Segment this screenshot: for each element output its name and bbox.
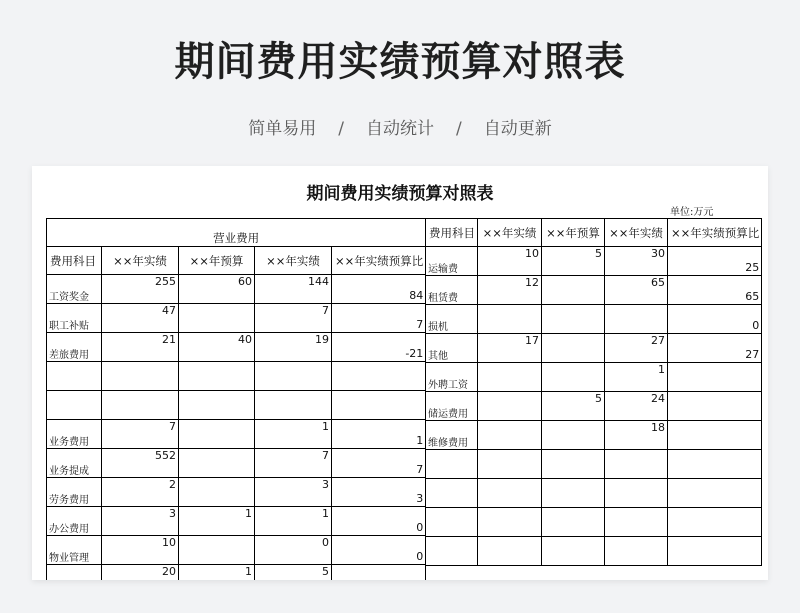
column-header: ××年实绩: [102, 247, 179, 275]
ratio-cell[interactable]: 0: [332, 507, 426, 536]
actual-cell[interactable]: 20: [102, 565, 179, 581]
budget-cell[interactable]: 1: [179, 565, 255, 581]
budget-cell[interactable]: [179, 449, 255, 478]
table-row: [426, 247, 762, 276]
actual-cell[interactable]: [478, 363, 542, 392]
ratio-cell[interactable]: 65: [668, 276, 762, 305]
actual-cell[interactable]: 24: [605, 392, 668, 421]
actual-cell[interactable]: 7: [255, 449, 332, 478]
actual-cell[interactable]: [478, 508, 542, 537]
ratio-cell[interactable]: 7: [332, 304, 426, 333]
expense-name-cell[interactable]: 差旅费用: [47, 333, 102, 362]
expense-name-cell[interactable]: 租赁费: [426, 276, 478, 305]
budget-cell[interactable]: [179, 420, 255, 449]
ratio-cell[interactable]: [668, 508, 762, 537]
table-row: [47, 536, 426, 565]
budget-cell[interactable]: [179, 391, 255, 420]
table-row: [426, 305, 762, 334]
ratio-cell[interactable]: [668, 479, 762, 508]
column-header-row: [47, 247, 426, 275]
actual-cell[interactable]: 21: [102, 333, 179, 362]
ratio-cell[interactable]: [668, 363, 762, 392]
actual-cell[interactable]: 144: [255, 275, 332, 304]
actual-cell[interactable]: [605, 508, 668, 537]
feature-tag: 自动统计: [366, 119, 434, 139]
budget-cell[interactable]: [179, 536, 255, 565]
ratio-cell[interactable]: [668, 537, 762, 566]
actual-cell[interactable]: [605, 479, 668, 508]
group-header-row: [47, 219, 426, 247]
budget-cell[interactable]: 40: [179, 333, 255, 362]
spreadsheet-preview: [32, 166, 768, 580]
sheet-title: 期间费用实绩预算对照表: [306, 184, 494, 204]
table-row: [47, 333, 426, 362]
table-row: [426, 537, 762, 566]
other-expense-table: [425, 218, 762, 566]
budget-cell[interactable]: [542, 479, 605, 508]
table-row: [426, 421, 762, 450]
actual-cell[interactable]: 19: [255, 333, 332, 362]
actual-cell[interactable]: 1: [255, 507, 332, 536]
ratio-cell[interactable]: 84: [332, 275, 426, 304]
ratio-cell[interactable]: 27: [668, 334, 762, 363]
expense-name-cell[interactable]: 运输费: [426, 247, 478, 276]
actual-cell[interactable]: 30: [605, 247, 668, 276]
ratio-cell[interactable]: 7: [332, 449, 426, 478]
actual-cell[interactable]: 2: [102, 478, 179, 507]
column-header: 费用科目: [426, 219, 478, 247]
actual-cell[interactable]: 1: [255, 420, 332, 449]
table-row: [426, 450, 762, 479]
ratio-cell[interactable]: 25: [668, 247, 762, 276]
actual-cell[interactable]: 12: [478, 276, 542, 305]
column-header: ××年预算: [542, 219, 605, 247]
column-header: ××年实绩: [478, 219, 542, 247]
table-row: [426, 479, 762, 508]
budget-cell[interactable]: [179, 304, 255, 333]
expense-name-cell[interactable]: [426, 479, 478, 508]
actual-cell[interactable]: 27: [605, 334, 668, 363]
column-header: 费用科目: [47, 247, 102, 275]
unit-label: 单位:万元: [670, 207, 714, 218]
budget-cell[interactable]: [542, 334, 605, 363]
expense-name-cell[interactable]: 办公费用: [47, 507, 102, 536]
ratio-cell[interactable]: 1: [332, 420, 426, 449]
column-header-row: [426, 219, 762, 247]
ratio-cell[interactable]: 0: [332, 536, 426, 565]
feature-tags: [0, 114, 800, 139]
expense-name-cell[interactable]: 储运费用: [426, 392, 478, 421]
budget-cell[interactable]: 60: [179, 275, 255, 304]
column-header: ××年实绩预算比: [332, 247, 426, 275]
table-row: [47, 275, 426, 304]
actual-cell[interactable]: [102, 391, 179, 420]
expense-name-cell[interactable]: [47, 391, 102, 420]
table-row: [426, 363, 762, 392]
expense-name-cell[interactable]: 业务费用: [47, 420, 102, 449]
budget-cell[interactable]: 1: [179, 507, 255, 536]
expense-name-cell[interactable]: [426, 508, 478, 537]
actual-cell[interactable]: 0: [255, 536, 332, 565]
actual-cell[interactable]: 10: [478, 247, 542, 276]
table-row: [47, 420, 426, 449]
operating-expense-table: [46, 218, 426, 580]
actual-cell[interactable]: 3: [102, 507, 179, 536]
table-row: [47, 478, 426, 507]
expense-name-cell[interactable]: [426, 450, 478, 479]
actual-cell[interactable]: [478, 421, 542, 450]
ratio-cell[interactable]: 3: [332, 478, 426, 507]
table-row: [47, 362, 426, 391]
expense-name-cell[interactable]: 物业管理: [47, 536, 102, 565]
column-header: ××年预算: [179, 247, 255, 275]
expense-name-cell[interactable]: [426, 537, 478, 566]
expense-name-cell[interactable]: 工资奖金: [47, 275, 102, 304]
ratio-cell[interactable]: -21: [332, 333, 426, 362]
actual-cell[interactable]: 1: [605, 363, 668, 392]
actual-cell[interactable]: 65: [605, 276, 668, 305]
actual-cell[interactable]: 5: [255, 565, 332, 581]
expense-name-cell[interactable]: 劳务费用: [47, 478, 102, 507]
column-header: ××年实绩预算比: [668, 219, 762, 247]
budget-cell[interactable]: [179, 478, 255, 507]
ratio-cell[interactable]: [332, 391, 426, 420]
budget-cell[interactable]: 5: [542, 392, 605, 421]
table-row: [47, 449, 426, 478]
actual-cell[interactable]: [255, 391, 332, 420]
actual-cell[interactable]: [605, 450, 668, 479]
ratio-cell[interactable]: [332, 565, 426, 581]
table-row: [47, 565, 426, 581]
table-row: [426, 276, 762, 305]
expense-name-cell[interactable]: [47, 362, 102, 391]
actual-cell[interactable]: 7: [102, 420, 179, 449]
actual-cell[interactable]: [478, 392, 542, 421]
tag-separator: /: [338, 119, 344, 139]
actual-cell[interactable]: 7: [255, 304, 332, 333]
tag-separator: /: [456, 119, 462, 139]
table-row: [47, 304, 426, 333]
actual-cell[interactable]: [478, 450, 542, 479]
expense-name-cell[interactable]: 外聘工资: [426, 363, 478, 392]
budget-cell[interactable]: [542, 276, 605, 305]
column-header: ××年实绩: [605, 219, 668, 247]
actual-cell[interactable]: [102, 362, 179, 391]
expense-name-cell[interactable]: [47, 565, 102, 581]
budget-cell[interactable]: [542, 508, 605, 537]
actual-cell[interactable]: [255, 362, 332, 391]
budget-cell[interactable]: 5: [542, 247, 605, 276]
table-row: [426, 392, 762, 421]
ratio-cell[interactable]: [668, 421, 762, 450]
actual-cell[interactable]: 552: [102, 449, 179, 478]
expense-name-cell[interactable]: 其他: [426, 334, 478, 363]
actual-cell[interactable]: [605, 537, 668, 566]
actual-cell[interactable]: 10: [102, 536, 179, 565]
actual-cell[interactable]: [478, 537, 542, 566]
actual-cell[interactable]: 255: [102, 275, 179, 304]
expense-name-cell[interactable]: 职工补贴: [47, 304, 102, 333]
actual-cell[interactable]: [478, 305, 542, 334]
expense-name-cell[interactable]: 维修费用: [426, 421, 478, 450]
table-row: [47, 507, 426, 536]
table-row: [426, 508, 762, 537]
table-row: [47, 391, 426, 420]
actual-cell[interactable]: 3: [255, 478, 332, 507]
budget-cell[interactable]: [179, 362, 255, 391]
column-header: ××年实绩: [255, 247, 332, 275]
banner-title: 期间费用实绩预算对照表: [174, 39, 626, 85]
actual-cell[interactable]: [478, 479, 542, 508]
table-row: [426, 334, 762, 363]
actual-cell[interactable]: 18: [605, 421, 668, 450]
budget-cell[interactable]: [542, 450, 605, 479]
actual-cell[interactable]: [605, 305, 668, 334]
feature-tag: 简单易用: [248, 119, 317, 139]
feature-tag: 自动更新: [483, 119, 552, 139]
budget-cell[interactable]: [542, 363, 605, 392]
ratio-cell[interactable]: [332, 362, 426, 391]
actual-cell[interactable]: 17: [478, 334, 542, 363]
budget-cell[interactable]: [542, 537, 605, 566]
budget-cell[interactable]: [542, 305, 605, 334]
ratio-cell[interactable]: 0: [668, 305, 762, 334]
budget-cell[interactable]: [542, 421, 605, 450]
group-header: 营业费用: [47, 219, 426, 247]
expense-name-cell[interactable]: 损机: [426, 305, 478, 334]
ratio-cell[interactable]: [668, 392, 762, 421]
actual-cell[interactable]: 47: [102, 304, 179, 333]
ratio-cell[interactable]: [668, 450, 762, 479]
expense-name-cell[interactable]: 业务提成: [47, 449, 102, 478]
